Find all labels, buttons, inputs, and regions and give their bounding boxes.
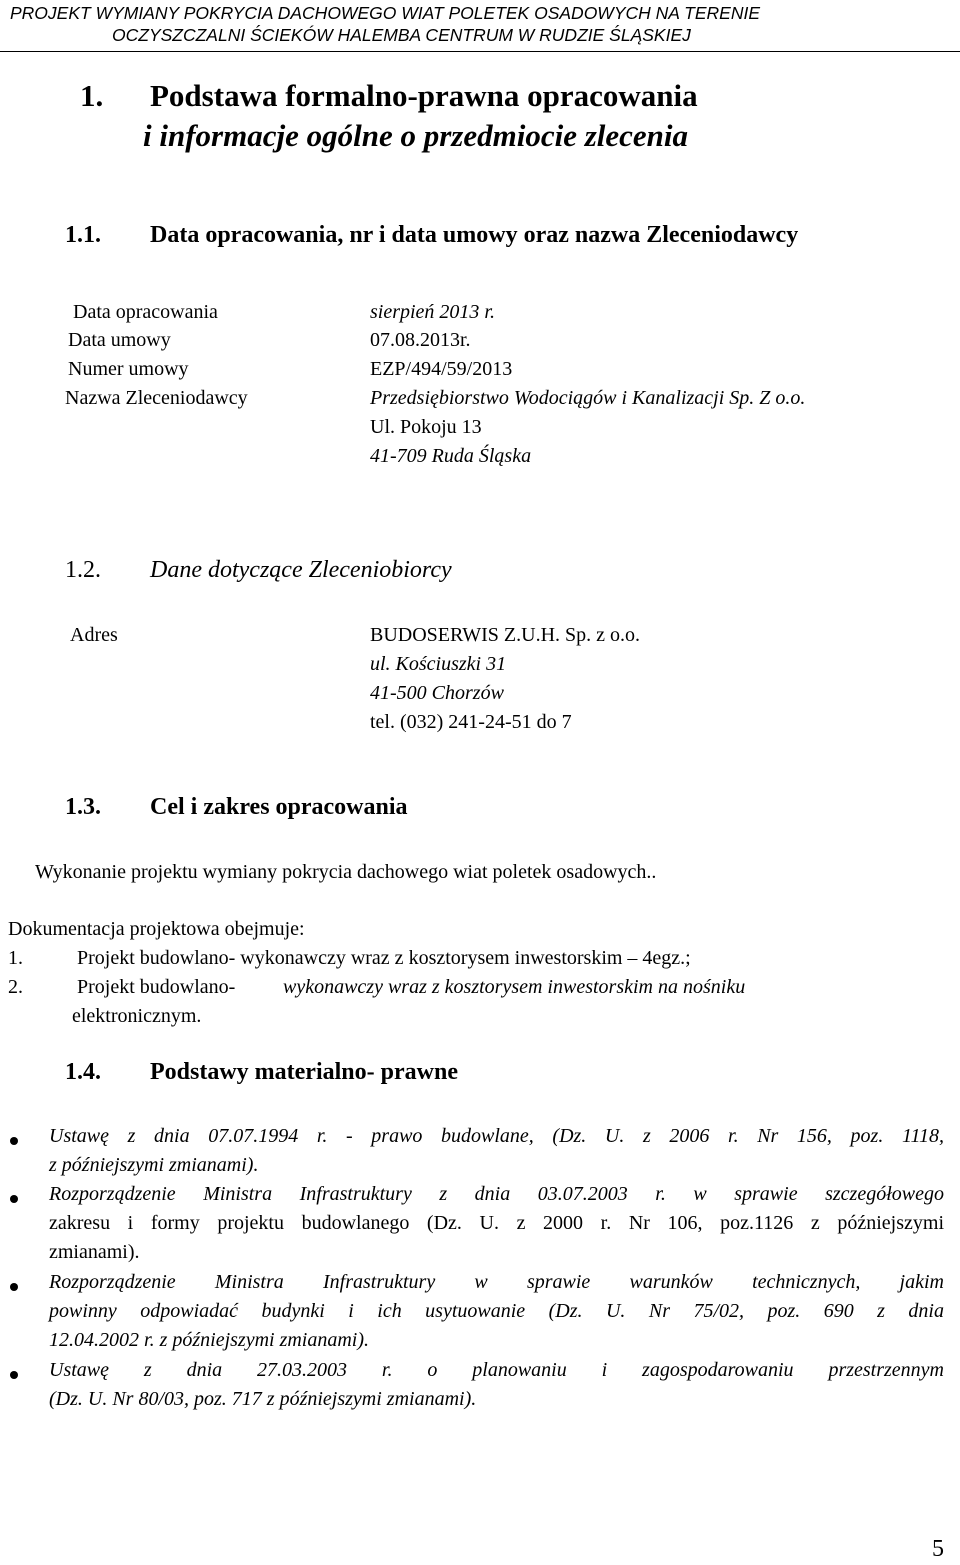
section-1-4-number: 1.4.	[65, 1059, 101, 1085]
zleceniobiorca-name: BUDOSERWIS Z.U.H. Sp. z o.o.	[370, 624, 641, 646]
section-1-1-title: Data opracowania, nr i data umowy oraz nazwa Zleceniodawcy	[150, 222, 799, 248]
bullet-3-line-2: powinny odpowiadać budynki i ich usytuowanie (Dz. U. Nr 75/02, poz. 690 z dnia	[49, 1300, 944, 1322]
header-divider	[0, 51, 960, 52]
bullet-3-marker	[10, 1283, 18, 1291]
label-numer-umowy: Numer umowy	[68, 358, 189, 380]
bullet-2-line-2: zakresu i formy projektu budowlanego (Dz. U. z 2000 r. Nr 106, poz.1126 z późniejszymi	[49, 1212, 944, 1234]
section-1-2-number: 1.2.	[65, 557, 101, 583]
header-line-2: OCZYSZCZALNI ŚCIEKÓW HALEMBA CENTRUM W RUDZIE ŚLĄSKIEJ	[112, 25, 691, 45]
value-nazwa-zleceniodawcy: Przedsiębiorstwo Wodociągów i Kanalizacji Sp. Z o.o.	[370, 387, 806, 409]
bullet-3-line-1: Rozporządzenie Ministra Infrastruktury w sprawie warunków technicznych, jakim	[49, 1271, 944, 1293]
bullet-2-line-3: zmianami).	[49, 1241, 140, 1263]
doc-item-2-number: 2.	[8, 976, 23, 998]
bullet-1-line-1: Ustawę z dnia 07.07.1994 r. - prawo budowlane, (Dz. U. z 2006 r. Nr 156, poz. 1118,	[49, 1125, 944, 1147]
value-data-umowy: 07.08.2013r.	[370, 329, 471, 351]
label-data-opracowania: Data opracowania	[73, 301, 218, 323]
scope-intro: Wykonanie projektu wymiany pokrycia dachowego wiat poletek osadowych..	[35, 861, 657, 883]
section-1-title-line-2: i informacje ogólne o przedmiocie zlecenia	[143, 118, 689, 153]
bullet-1-line-2: z późniejszymi zmianami).	[49, 1154, 259, 1176]
zleceniodawca-address-street: Ul. Pokoju 13	[370, 416, 482, 438]
label-nazwa-zleceniodawcy: Nazwa Zleceniodawcy	[65, 387, 248, 409]
zleceniobiorca-phone: tel. (032) 241-24-51 do 7	[370, 711, 572, 733]
value-data-opracowania: sierpień 2013 r.	[370, 301, 495, 323]
value-numer-umowy: EZP/494/59/2013	[370, 358, 513, 380]
section-1-1-number: 1.1.	[65, 222, 101, 248]
bullet-2-line-1: Rozporządzenie Ministra Infrastruktury z dnia 03.07.2003 r. w sprawie szczegółowego	[49, 1183, 944, 1205]
header-line-1: PROJEKT WYMIANY POKRYCIA DACHOWEGO WIAT POLETEK OSADOWYCH NA TERENIE	[10, 3, 760, 23]
section-1-3-title: Cel i zakres opracowania	[150, 794, 408, 820]
doc-item-1-text: Projekt budowlano- wykonawczy wraz z kosztorysem inwestorskim – 4egz.;	[77, 947, 691, 969]
doc-item-2-text-b: wykonawczy wraz z kosztorysem inwestorskim na nośniku	[283, 976, 746, 998]
documentation-intro: Dokumentacja projektowa obejmuje:	[8, 918, 305, 940]
bullet-1-marker	[10, 1137, 18, 1145]
bullet-4-marker	[10, 1371, 18, 1379]
section-1-4-title: Podstawy materialno- prawne	[150, 1059, 458, 1085]
label-data-umowy: Data umowy	[68, 329, 171, 351]
bullet-4-line-1: Ustawę z dnia 27.03.2003 r. o planowaniu i zagospodarowaniu przestrzennym	[49, 1359, 944, 1381]
zleceniobiorca-street: ul. Kościuszki 31	[370, 653, 507, 675]
bullet-3-line-3: 12.04.2002 r. z późniejszymi zmianami).	[49, 1329, 370, 1351]
page-number: 5	[932, 1536, 944, 1562]
doc-item-1-number: 1.	[8, 947, 23, 969]
bullet-2-marker	[10, 1195, 18, 1203]
section-1-2-title: Dane dotyczące Zleceniobiorcy	[150, 557, 452, 583]
section-1-title-line-1: Podstawa formalno-prawna opracowania	[150, 78, 698, 113]
zleceniodawca-address-city: 41-709 Ruda Śląska	[370, 445, 532, 467]
bullet-4-line-2: (Dz. U. Nr 80/03, poz. 717 z późniejszymi zmianami).	[49, 1388, 477, 1410]
zleceniobiorca-city: 41-500 Chorzów	[370, 682, 504, 704]
section-1-number: 1.	[80, 78, 104, 113]
section-1-3-number: 1.3.	[65, 794, 101, 820]
label-adres: Adres	[70, 624, 118, 646]
doc-item-2-text-c: elektronicznym.	[72, 1005, 202, 1027]
doc-item-2-text-a: Projekt budowlano-	[77, 976, 236, 998]
